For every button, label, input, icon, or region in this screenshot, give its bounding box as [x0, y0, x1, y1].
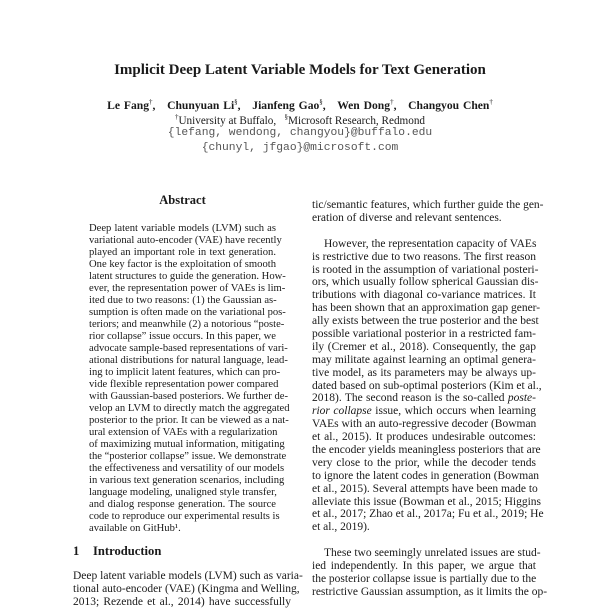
paragraph [312, 237, 544, 534]
author-name: Changyou Chen [408, 99, 490, 112]
author-affiliation-mark: † [390, 98, 394, 106]
text-line: latent structures to guide the generation. How- [89, 271, 286, 282]
text-line: velop an LVM to directly match the aggregated [89, 403, 290, 414]
text-line: et al., 2017; Zhao et al., 2017a; Fu et al., 2019; He [312, 508, 544, 521]
text-line: VAEs with an auto-regressive decoder (Bowman [312, 418, 537, 431]
text-line: to ignore the latent codes in generation (Bowman [312, 469, 540, 482]
text-line: One key factor is the exploitation of smooth [89, 259, 276, 270]
text-line: is restrictive due to two reasons. The first reason [312, 250, 536, 263]
text-line: may militate against learning an optimal genera- [312, 353, 536, 366]
text-run: 2018). The second reason is the so-called [312, 392, 508, 405]
author-affiliation-mark: † [489, 98, 493, 106]
text-line: alleviate this issue (Bowman et al., 2015; Higgins [312, 495, 542, 508]
text-line [312, 392, 536, 405]
text-line: posterior to the prior. It can be viewed as a nat- [89, 415, 289, 426]
text-line: very close to the prior, while the decoder tends [312, 456, 536, 469]
paper-title: Implicit Deep Latent Variable Models for Text Generation [114, 62, 486, 78]
text-line: tive model, as its parameters may be always up- [312, 366, 536, 379]
text-line: dated based on sub-optimal posteriors (Kim et al., [312, 379, 542, 392]
author-list: Le Fang†, Chunyuan Li§, Jianfeng Gao§, Wen Dong†, Changyou Chen† [107, 98, 493, 112]
text-line: et al., 2015). It produces undesirable outcomes: [312, 431, 536, 444]
paragraph-gap [312, 225, 536, 238]
text-line: has been shown that an approximation gap gener- [312, 302, 541, 315]
text-run: issue, which occurs when learning [371, 405, 536, 418]
section-title: Introduction [93, 544, 162, 558]
section-number: 1 [73, 544, 80, 558]
text-line: 2013; Rezende et al., 2014) have successfully [73, 596, 291, 608]
text-line: of maximizing mutual information, mitigating [89, 439, 285, 450]
italic-text: rior collapse [312, 405, 372, 418]
author-affiliation-mark: † [149, 98, 153, 106]
author-name: Le Fang [107, 99, 150, 112]
affiliation-name: Microsoft Research, Redmond [288, 115, 426, 127]
text-line: ever, the representation power of VAEs is lim- [89, 283, 286, 294]
text-line: ural extension of VAEs with a regularization [89, 427, 278, 438]
text-line: advocate sample-based representations of vari- [89, 343, 288, 354]
text-line: ally exists between the true posterior and the best [312, 315, 539, 328]
text-line: vide flexible representation power compared [89, 379, 279, 390]
text-line: the encoder yields meaningless posteriors that are [312, 444, 541, 457]
paragraph [312, 199, 544, 225]
affiliation-name: University at Buffalo, [178, 115, 277, 127]
text-line: ied independently. In this paper, we argue that [312, 560, 536, 573]
text-line: Deep latent variable models (LVM) such as [89, 223, 276, 234]
text-line: played an important role in text generation. [89, 247, 276, 258]
text-line: the “posterior collapse” issue. We demonstrate [89, 451, 287, 462]
text-line [312, 405, 536, 418]
text-line: ational distributions for natural language, lead- [89, 355, 288, 366]
text-line: possible variational posterior in a restricted fam- [312, 328, 536, 341]
abstract-body [89, 223, 290, 535]
right-column-body [312, 199, 548, 599]
text-line: et al., 2015). Several attempts have been made to [312, 482, 538, 495]
text-line: tional auto-encoder (VAE) (Kingma and Welling, [73, 583, 300, 595]
text-line: and dialog response generation. The source [89, 499, 276, 510]
text-line: ing to implicit latent features, which can pro- [89, 367, 281, 378]
intro-body [73, 570, 303, 609]
paragraph-gap [312, 534, 536, 547]
email-buffalo: {lefang, wendong, changyou}@buffalo.edu [167, 127, 433, 139]
text-line: ors, which usually follow spherical Gaussian dis- [312, 276, 539, 289]
affiliations [0, 113, 600, 127]
text-line: the posterior collapse issue is partially due to the [312, 573, 537, 586]
text-line: These two seemingly unrelated issues are stud- [324, 547, 541, 560]
text-line: restrictive Gaussian assumption, as it limits the op- [312, 585, 548, 598]
email-microsoft: {chunyl, jfgao}@microsoft.com [201, 142, 399, 154]
text-line: with Gaussian-based posteriors. We further de- [89, 391, 288, 402]
text-line: eration of diverse and relevant sentences. [312, 211, 502, 224]
affiliation-mark: § [284, 113, 289, 121]
author-affiliation-mark: § [234, 98, 238, 106]
text-line: variational auto-encoder (VAE) have recently [89, 235, 282, 246]
affiliation-mark: † [174, 113, 179, 121]
italic-text: poste- [507, 392, 536, 405]
text-line: sumption is often made on the variational pos- [89, 307, 286, 318]
text-line: in various text generation scenarios, including [89, 475, 285, 486]
abstract-heading: Abstract [159, 193, 206, 207]
text-line: is rooted in the assumption of variational posteri- [312, 263, 539, 276]
text-line: code to reproduce our experimental results is [89, 511, 280, 522]
author-name: Jianfeng Gao [252, 99, 320, 112]
text-line: et al., 2019). [312, 521, 370, 534]
text-line: language modeling, unaligned style transfer, [89, 487, 277, 498]
text-line: ited due to two reasons: (1) the Gaussian as- [89, 295, 277, 306]
author-name: Wen Dong [337, 99, 391, 112]
text-line: However, the representation capacity of VAEs [324, 237, 537, 250]
author-name: Chunyuan Li [167, 99, 235, 112]
paragraph [312, 547, 548, 599]
author-affiliation-mark: § [319, 98, 323, 106]
text-line: Deep latent variable models (LVM) such as varia- [73, 570, 303, 582]
text-line: the effectiveness and versatility of our models [89, 463, 285, 474]
text-line: rior collapse” issue occurs. In this paper, we [89, 331, 276, 342]
intro-heading [73, 544, 161, 559]
text-line: teriors; and meanwhile (2) a notorious “poste- [89, 319, 285, 330]
text-line: tic/semantic features, which further guide the gen- [312, 199, 544, 211]
text-line: ily (Cremer et al., 2018). Consequently, the gap [312, 340, 536, 353]
text-line: available on GitHub¹. [89, 523, 181, 534]
text-line: tributions with diagonal co-variance matrices. It [312, 289, 536, 302]
